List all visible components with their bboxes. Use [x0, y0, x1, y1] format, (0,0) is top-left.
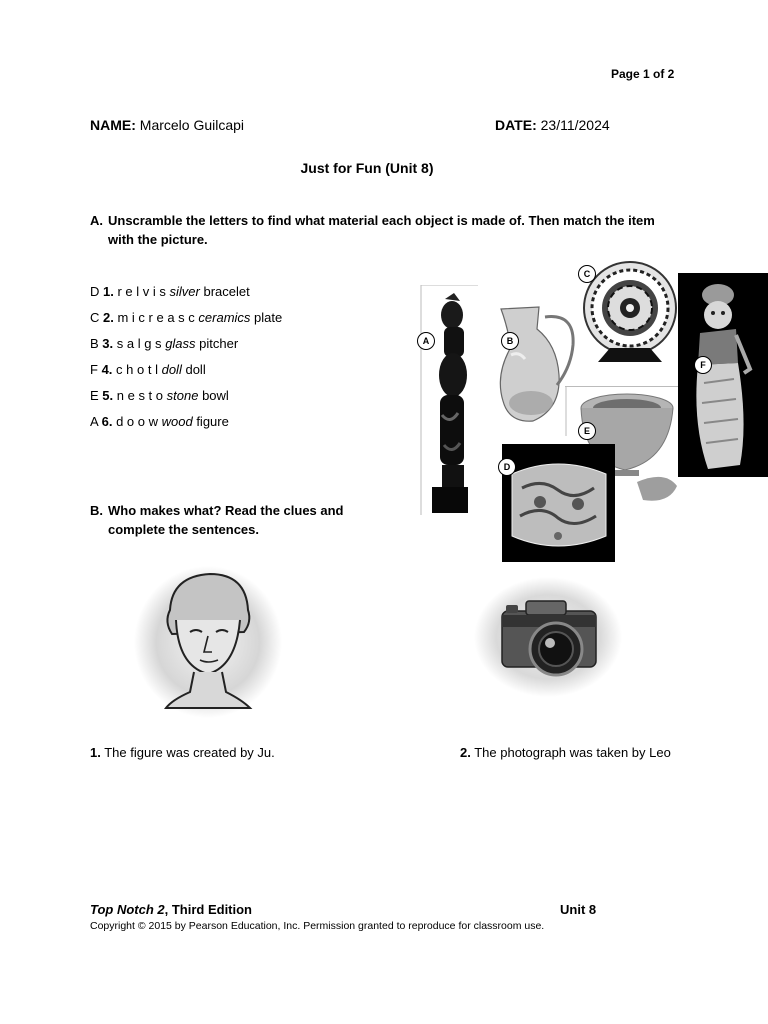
- answer-word: ceramics: [198, 310, 251, 325]
- scrambled-letters: s a l g s: [116, 336, 162, 351]
- sentence-number: 2.: [460, 745, 471, 760]
- scrambled-letters: m i c r e a s c: [117, 310, 195, 325]
- answer-word: doll: [161, 362, 182, 377]
- section-b-letter: B.: [90, 503, 103, 518]
- book-title: [90, 902, 252, 917]
- scrambled-letters: c h o t l: [116, 362, 158, 377]
- answer-word: silver: [169, 284, 200, 299]
- list-item: [90, 309, 282, 335]
- sentence-number: 1.: [90, 745, 101, 760]
- item-number: 6.: [101, 414, 113, 429]
- date-field: [495, 117, 610, 133]
- silver-bracelet-picture: [502, 444, 615, 562]
- section-b-text: Who makes what? Read the clues and complete the sentences.: [108, 503, 344, 537]
- footer-unit: Unit 8: [560, 902, 597, 917]
- section-a-instruction: [90, 211, 680, 249]
- object-name: doll: [185, 362, 206, 377]
- list-item: [90, 361, 282, 387]
- sentence-text: The figure was created by Ju.: [104, 745, 275, 760]
- section-a-text: Unscramble the letters to find what material each object is made of. Then match the item with the picture.: [108, 213, 655, 247]
- name-label: NAME:: [90, 117, 136, 133]
- object-name: figure: [196, 414, 229, 429]
- wooden-figure-picture: [420, 285, 480, 515]
- picture-label-a: A: [417, 332, 435, 350]
- answer-letter: E: [90, 388, 99, 403]
- sentence-text: The photograph was taken by Leo: [474, 745, 671, 760]
- book-edition: , Third Edition: [164, 902, 253, 917]
- copyright-notice: Copyright © 2015 by Pearson Education, Inc. Permission granted to reproduce for classroom use.: [90, 920, 545, 932]
- item-number: 1.: [103, 284, 114, 299]
- picture-label-b: B: [501, 332, 519, 350]
- answer-letter: A: [90, 414, 98, 429]
- answer-word: glass: [165, 336, 196, 351]
- answer-word: stone: [166, 388, 199, 403]
- sentence-2: [460, 745, 671, 760]
- item-number: 4.: [101, 362, 113, 377]
- section-a-letter: A.: [90, 213, 103, 228]
- answer-letter: C: [90, 310, 100, 325]
- answer-letter: F: [90, 362, 98, 377]
- page-number: Page 1 of 2: [611, 67, 675, 81]
- cloth-doll-picture: [678, 273, 768, 477]
- book-name: Top Notch 2: [90, 902, 165, 917]
- picture-label-d: D: [498, 458, 516, 476]
- scrambled-letters: r e l v i s: [117, 284, 166, 299]
- object-name: bracelet: [203, 284, 250, 299]
- picture-label-f: F: [694, 356, 712, 374]
- date-value: 23/11/2024: [540, 117, 610, 133]
- object-name: plate: [254, 310, 283, 325]
- sculpture-head-picture: [132, 562, 284, 720]
- object-name: pitcher: [199, 336, 239, 351]
- answer-letter: B: [90, 336, 99, 351]
- object-name: bowl: [202, 388, 229, 403]
- name-field: [90, 117, 244, 133]
- sentence-1: [90, 745, 275, 760]
- list-item: [90, 413, 282, 439]
- list-item: [90, 387, 282, 413]
- item-number: 2.: [103, 310, 114, 325]
- item-number: 5.: [102, 388, 114, 403]
- scrambled-letters: d o o w: [116, 414, 158, 429]
- picture-label-e: E: [578, 422, 596, 440]
- worksheet-title: Just for Fun (Unit 8): [300, 160, 434, 176]
- picture-label-c: C: [578, 265, 596, 283]
- item-number: 3.: [102, 336, 114, 351]
- camera-picture: [472, 575, 624, 700]
- answer-letter: D: [90, 284, 100, 299]
- scrambled-letters: n e s t o: [116, 388, 164, 403]
- list-item: [90, 335, 282, 361]
- section-b-instruction: [90, 501, 390, 539]
- name-value: Marcelo Guilcapi: [139, 117, 245, 133]
- answer-word: wood: [161, 414, 193, 429]
- list-item: [90, 283, 282, 309]
- unscramble-list: [90, 283, 282, 439]
- date-label: DATE:: [495, 117, 537, 133]
